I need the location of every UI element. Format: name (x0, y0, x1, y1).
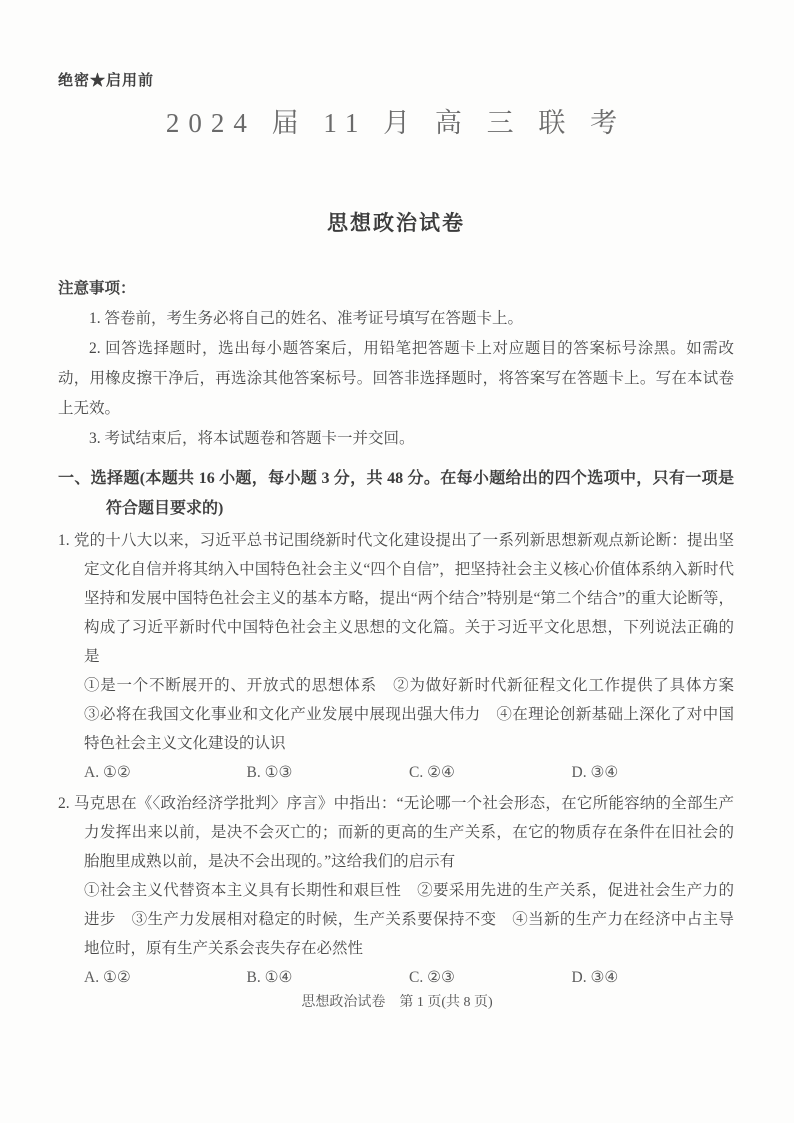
question-2-stem-text: 马克思在《〈政治经济学批判〉序言》中指出：“无论哪一个社会形态，在它所能容纳的全部生产力发挥出来以前，是决不会灭亡的；而新的更高的生产关系，在它的物质存在条件在旧社会的胎胞里成熟以前，是决不会出现的。”这给我们的启示有 (73, 795, 734, 870)
classification-label: 绝密★启用前 (58, 73, 155, 89)
question-1-stem-text: 党的十八大以来，习近平总书记围绕新时代文化建设提出了一系列新思想新观点新论断：提出坚定文化自信并将其纳入中国特色社会主义“四个自信”，把坚持社会主义核心价值体系纳入新时代坚持和发展中国特色社会主义的基本方略，提出“两个结合”特别是“第二个结合”的重大论断等，构成了习近平新时代中国特色社会主义思想的文化篇。关于习近平文化思想，下列说法正确的是 (73, 532, 734, 665)
question-1-option-b: B. ①③ (246, 764, 293, 781)
question-2-number: 2. (58, 795, 70, 812)
question-1-option-d: D. ③④ (571, 764, 619, 781)
question-1-option-a: A. ①② (84, 764, 131, 781)
notice-heading: 注意事项： (58, 280, 136, 297)
question-2-option-c: C. ②③ (409, 969, 455, 986)
notice-item-3: 3. 考试结束后，将本试题卷和答题卡一并交回。 (89, 430, 415, 447)
question-1 (58, 526, 750, 787)
question-2-stem (58, 789, 734, 876)
question-1-options (84, 758, 734, 787)
notice-item-1: 1. 答卷前，考生务必将自己的姓名、准考证号填写在答题卡上。 (89, 310, 524, 327)
notice-section (58, 274, 734, 454)
page-footer: 思想政治试卷 第 1 页(共 8 页) (301, 995, 493, 1010)
exam-title: 2024 届 11 月 高 三 联 考 (165, 108, 627, 138)
question-1-option-c: C. ②④ (409, 764, 455, 781)
question-1-statements: ①是一个不断展开的、开放式的思想体系 ②为做好新时代新征程文化工作提供了具体方案 ③必将在我国文化事业和文化产业发展中展现出强大伟力 ④在理论创新基础上深化了对中国特色社会主义文化建设的认识 (84, 677, 750, 752)
paper-subtitle: 思想政治试卷 (327, 211, 465, 235)
question-2-statements: ①社会主义代替资本主义具有长期性和艰巨性 ②要采用先进的生产关系，促进社会生产力的进步 ③生产力发展相对稳定的时候，生产关系要保持不变 ④当新的生产力在经济中占主导地位时，原有生产关系会丧失存在必然性 (84, 882, 734, 957)
question-1-stem (58, 526, 734, 671)
question-2 (58, 789, 734, 992)
question-2-option-a: A. ①② (84, 969, 131, 986)
notice-item-2: 2. 回答选择题时，选出每小题答案后，用铅笔把答题卡上对应题目的答案标号涂黑。如需改动，用橡皮擦干净后，再选涂其他答案标号。回答非选择题时，将答案写在答题卡上。写在本试卷上无效。 (58, 340, 734, 417)
question-2-option-b: B. ①④ (246, 969, 293, 986)
question-2-options (84, 963, 734, 992)
question-2-option-d: D. ③④ (571, 969, 619, 986)
section-one-heading: 一、选择题(本题共 16 小题，每小题 3 分，共 48 分。在每小题给出的四个选项中，只有一项是符合题目要求的) (58, 470, 734, 517)
question-1-number: 1. (58, 532, 70, 549)
